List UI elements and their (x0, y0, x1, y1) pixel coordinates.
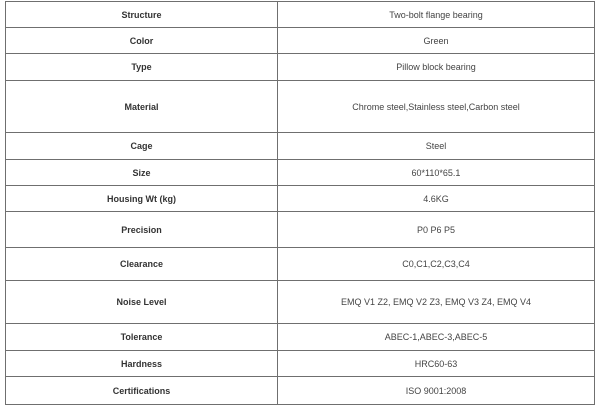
row-label: Material (6, 81, 278, 133)
table-row (6, 186, 595, 212)
table-row (6, 324, 595, 351)
row-label: Hardness (6, 351, 278, 377)
row-label: Clearance (6, 248, 278, 281)
table-row (6, 133, 595, 160)
table-row (6, 2, 595, 28)
row-value: C0,C1,C2,C3,C4 (278, 248, 595, 281)
table-row (6, 212, 595, 248)
row-label: Noise Level (6, 281, 278, 324)
row-label: Structure (6, 2, 278, 28)
row-value: ABEC-1,ABEC-3,ABEC-5 (278, 324, 595, 351)
row-value: Pillow block bearing (278, 54, 595, 81)
row-label: Tolerance (6, 324, 278, 351)
row-value: Chrome steel,Stainless steel,Carbon steel (278, 81, 595, 133)
table-row (6, 81, 595, 133)
table-row (6, 54, 595, 81)
row-label: Cage (6, 133, 278, 160)
table-row (6, 28, 595, 54)
row-label: Housing Wt (kg) (6, 186, 278, 212)
row-label: Size (6, 160, 278, 186)
row-label: Precision (6, 212, 278, 248)
row-label: Color (6, 28, 278, 54)
table-row (6, 351, 595, 377)
row-label: Type (6, 54, 278, 81)
table-row (6, 281, 595, 324)
row-value: 60*110*65.1 (278, 160, 595, 186)
table-row (6, 377, 595, 405)
row-value: Two-bolt flange bearing (278, 2, 595, 28)
row-value: Steel (278, 133, 595, 160)
row-value: ISO 9001:2008 (278, 377, 595, 405)
row-value: 4.6KG (278, 186, 595, 212)
row-value: HRC60-63 (278, 351, 595, 377)
row-label: Certifications (6, 377, 278, 405)
table-row (6, 160, 595, 186)
specification-table (5, 1, 595, 405)
row-value: EMQ V1 Z2, EMQ V2 Z3, EMQ V3 Z4, EMQ V4 (278, 281, 595, 324)
row-value: Green (278, 28, 595, 54)
row-value: P0 P6 P5 (278, 212, 595, 248)
table-row (6, 248, 595, 281)
